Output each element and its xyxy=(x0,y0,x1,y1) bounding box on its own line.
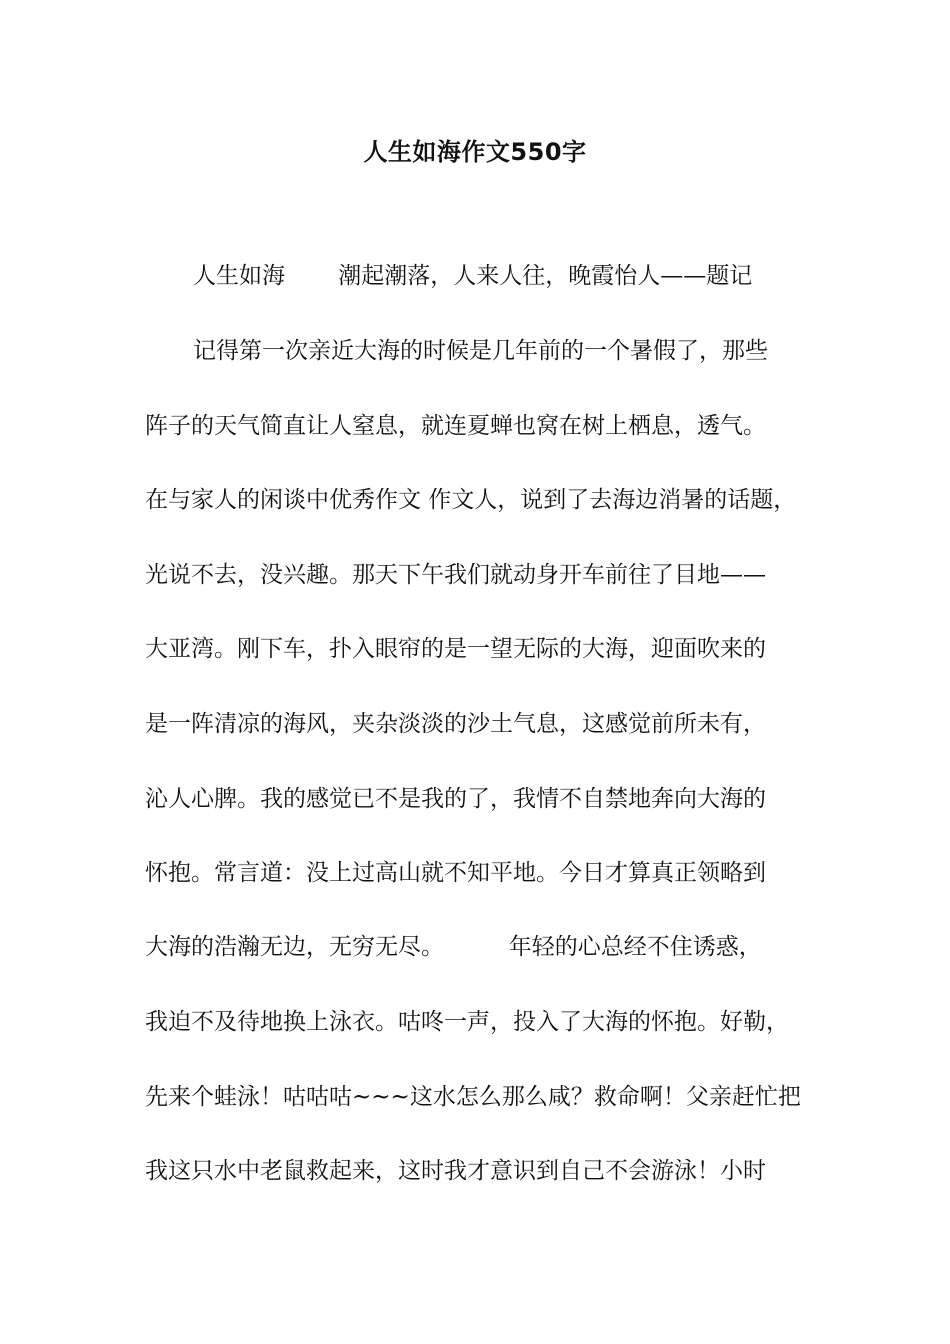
text-line: 阵子的天气简直让人窒息，就连夏蝉也窝在树上栖息，透气。 xyxy=(145,413,766,439)
text-line: 我这只水中老鼠救起来，这时我才意识到自己不会游泳！小时 xyxy=(145,1158,766,1184)
text-line: 怀抱。常言道：没上过高山就不知平地。今日才算真正领略到 xyxy=(145,860,766,886)
document-title: 人生如海作文550字 xyxy=(363,138,587,166)
text-line: 是一阵清凉的海风，夹杂淡淡的沙土气息，这感觉前所未有， xyxy=(145,711,766,737)
text-line: 在与家人的闲谈中优秀作文 作文人，说到了去海边消暑的话题， xyxy=(145,487,797,513)
text-line: 沁人心脾。我的感觉已不是我的了，我情不自禁地奔向大海的 xyxy=(145,786,766,812)
text-line: 大海的浩瀚无边，无穷无尽。 年轻的心总经不住诱惑， xyxy=(145,934,762,960)
text-line: 人生如海 潮起潮落，人来人往，晚霞怡人——题记 xyxy=(193,263,753,289)
text-line: 我迫不及待地换上泳衣。咕咚一声，投入了大海的怀抱。好勒， xyxy=(145,1009,789,1035)
text-line: 先来个蛙泳！咕咕咕~~~这水怎么那么咸？救命啊！父亲赶忙把 xyxy=(145,1084,801,1110)
text-line: 光说不去，没兴趣。那天下午我们就动身开车前往了目地—— xyxy=(145,562,766,588)
text-line: 大亚湾。刚下车，扑入眼帘的是一望无际的大海，迎面吹来的 xyxy=(145,636,766,662)
text-line: 记得第一次亲近大海的时候是几年前的一个暑假了，那些 xyxy=(193,338,768,364)
